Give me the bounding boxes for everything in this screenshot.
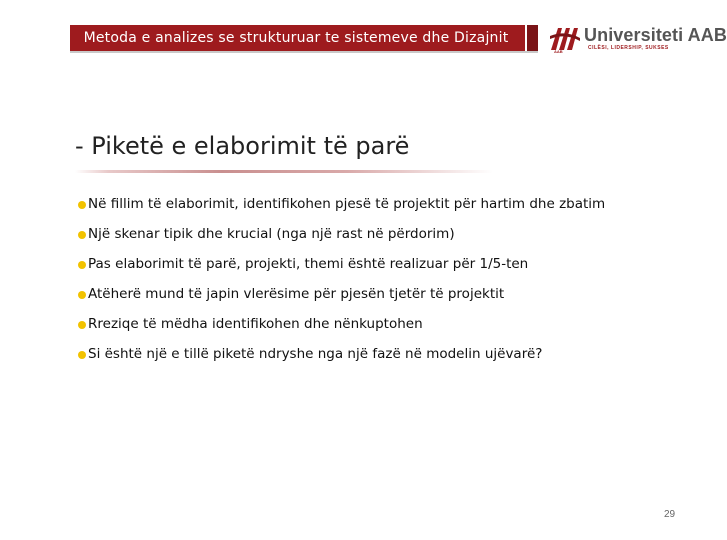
bullet-text: Atëherë mund të japin vlerësime për pjesën tjetër të projektit <box>88 286 505 302</box>
bullet-text: Si është një e tillë piketë ndryshe nga një fazë në modelin ujëvarë? <box>88 346 543 362</box>
title-underline <box>75 170 493 173</box>
bullet-list <box>78 193 605 373</box>
header-bar <box>70 25 522 52</box>
university-name-text: Universiteti <box>584 25 684 45</box>
university-abbr: AAB <box>687 25 727 45</box>
bullet-dot-icon <box>78 201 86 209</box>
header-stripe <box>522 25 538 52</box>
bullet-item <box>78 253 605 283</box>
bullet-dot-icon <box>78 291 86 299</box>
bullet-text: Në fillim të elaborimit, identifikohen pjesë të projektit për hartim dhe zbatim <box>88 196 606 212</box>
bullet-dot-icon <box>78 261 86 269</box>
university-emblem-icon <box>548 22 582 54</box>
bullet-item <box>78 193 605 223</box>
university-motto: CILËSI, LIDERSHIP, SUKSES <box>588 45 669 51</box>
bullet-item <box>78 223 605 253</box>
university-name <box>584 25 727 46</box>
bullet-item <box>78 343 605 373</box>
bullet-dot-icon <box>78 231 86 239</box>
bullet-item <box>78 313 605 343</box>
page-number: 29 <box>664 509 676 520</box>
bullet-dot-icon <box>78 321 86 329</box>
university-logo <box>548 22 727 56</box>
bullet-item <box>78 283 605 313</box>
slide-title: - Piketë e elaborimit të parë <box>75 132 410 160</box>
bullet-dot-icon <box>78 351 86 359</box>
bullet-text: Rreziqe të mëdha identifikohen dhe nënkuptohen <box>88 316 423 332</box>
header-title: Metoda e analizes se strukturuar te sistemeve dhe Dizajnit <box>83 30 509 46</box>
header-divider <box>70 51 538 53</box>
bullet-text: Pas elaborimit të parë, projekti, themi është realizuar për 1/5-ten <box>88 256 529 272</box>
svg-text:AAB: AAB <box>554 49 563 54</box>
bullet-text: Një skenar tipik dhe krucial (nga një rast në përdorim) <box>88 226 455 242</box>
